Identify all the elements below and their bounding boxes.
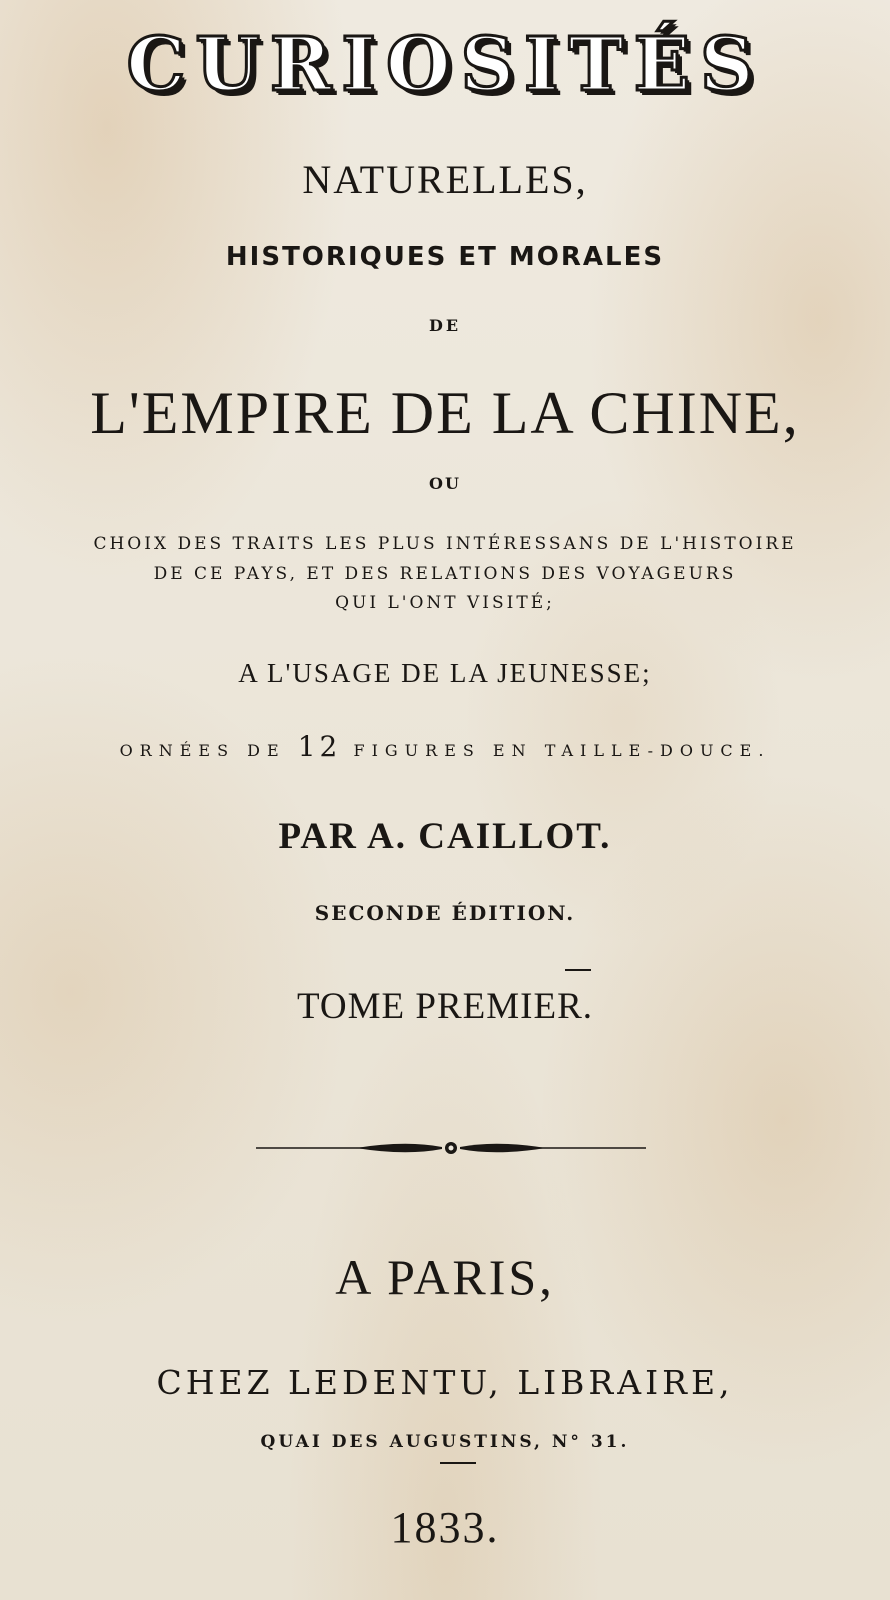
illustrations-prefix: ORNÉES DE <box>119 741 286 760</box>
connector-de: DE <box>428 316 462 335</box>
edition-line: SECONDE ÉDITION. <box>314 901 576 925</box>
subtitle-naturelles: NATURELLES, <box>302 157 588 202</box>
subtitle-historiques: HISTORIQUES ET MORALES <box>225 242 665 272</box>
illustrations-line <box>0 730 890 763</box>
year-line: 1833. <box>390 1503 500 1552</box>
audience-line: A L'USAGE DE LA JEUNESSE; <box>238 658 652 688</box>
description-line-2: DE CE PAYS, ET DES RELATIONS DES VOYAGEURS <box>153 564 737 584</box>
illustrations-count: 12 <box>297 730 342 763</box>
short-rule <box>440 1462 476 1464</box>
description-line-3: QUI L'ONT VISITÉ; <box>335 593 555 613</box>
connector-ou: OU <box>429 474 461 493</box>
illustrations-suffix: FIGURES EN TAILLE-DOUCE. <box>353 741 771 760</box>
description-line-1: CHOIX DES TRAITS LES PLUS INTÉRESSANS DE L'HISTOIRE <box>93 534 797 554</box>
author-line: PAR A. CAILLOT. <box>278 816 612 857</box>
place-line: A PARIS, <box>335 1249 555 1305</box>
typographic-ornament <box>256 1138 646 1158</box>
subject-heading: L'EMPIRE DE LA CHINE, <box>90 380 800 446</box>
book-title: CURIOSITÉS <box>126 22 764 108</box>
volume-line: TOME PREMIER. <box>296 986 593 1027</box>
address-line: QUAI DES AUGUSTINS, N° 31. <box>260 1432 630 1452</box>
short-rule <box>565 969 591 971</box>
publisher-line: CHEZ LEDENTU, LIBRAIRE, <box>156 1363 734 1402</box>
